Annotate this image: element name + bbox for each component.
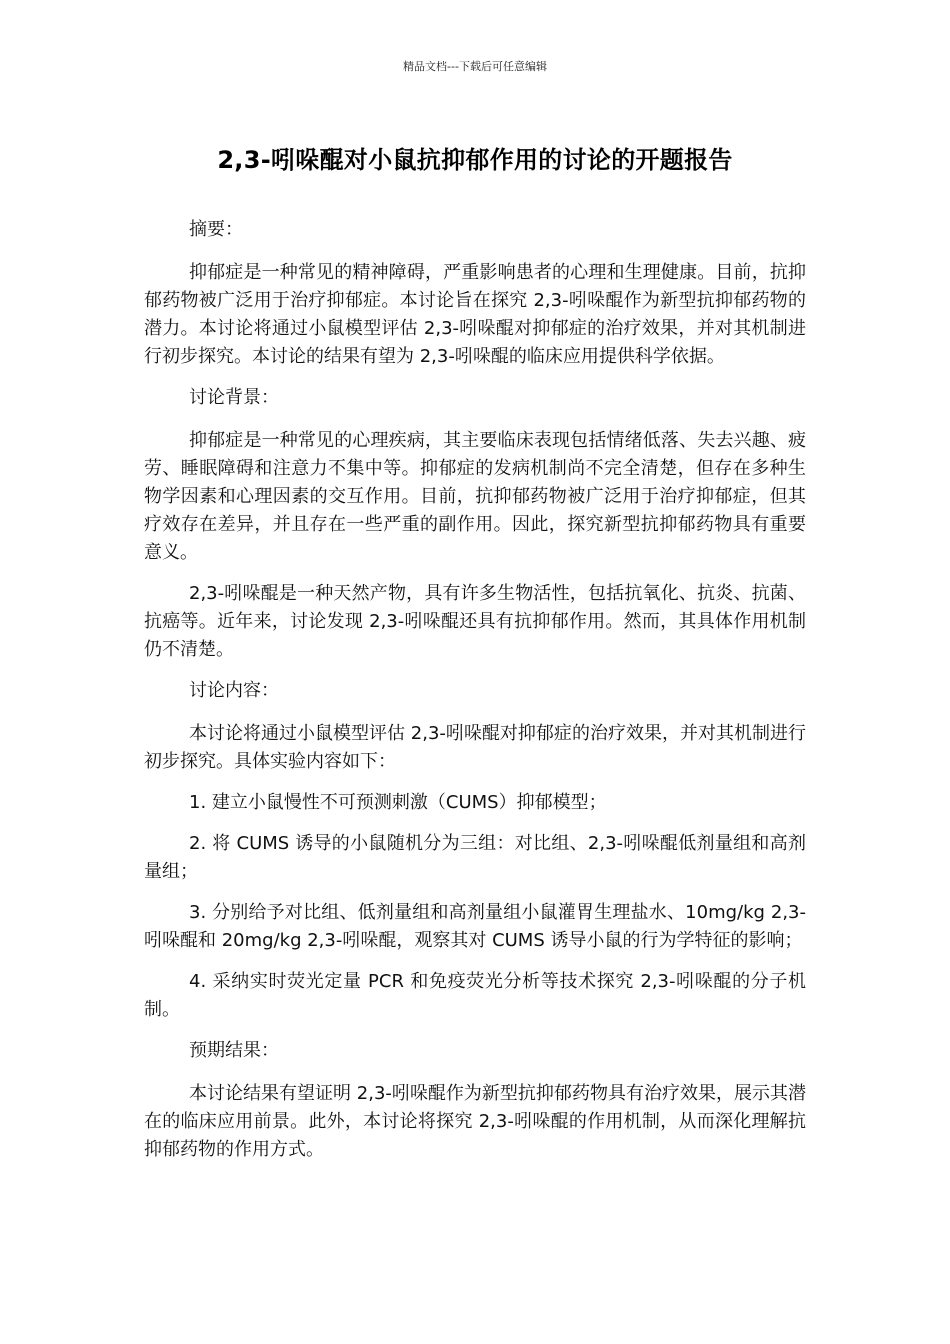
content-item-1: 1. 建立小鼠慢性不可预测刺激（CUMS）抑郁模型； [189,792,607,813]
content-item-4: 4. 采纳实时荧光定量 PCR 和免疫荧光分析等技术探究 2,3-吲哚醌的分子机制。 [144,971,806,1020]
background-paragraph-2: 2,3-吲哚醌是一种天然产物，具有许多生物活性，包括抗氧化、抗炎、抗菌、抗癌等。近年来，讨论发现 2,3-吲哚醌还具有抗抑郁作用。然而，其具体作用机制仍不清楚。 [144,583,806,660]
document-body [144,216,806,1177]
abstract-paragraph: 抑郁症是一种常见的精神障碍，严重影响患者的心理和生理健康。目前，抗抑郁药物被广泛用于治疗抑郁症。本讨论旨在探究 2,3-吲哚醌作为新型抗抑郁药物的潜力。本讨论将通过小鼠模型评估 2,3-吲哚醌对抑郁症的治疗效果，并对其机制进行初步探究。本讨论的结果有望为 2,3-吲哚醌的临床应用提供科学依据。 [144,262,806,367]
background-label: 讨论背景： [189,387,279,408]
background-paragraph-1: 抑郁症是一种常见的心理疾病，其主要临床表现包括情绪低落、失去兴趣、疲劳、睡眠障碍和注意力不集中等。抑郁症的发病机制尚不完全清楚，但存在多种生物学因素和心理因素的交互作用。目前，抗抑郁药物被广泛用于治疗抑郁症，但其疗效存在差异，并且存在一些严重的副作用。因此，探究新型抗抑郁药物具有重要意义。 [144,430,806,563]
content-item-2: 2. 将 CUMS 诱导的小鼠随机分为三组：对比组、2,3-吲哚醌低剂量组和高剂量组； [144,833,806,882]
content-intro-paragraph: 本讨论将通过小鼠模型评估 2,3-吲哚醌对抑郁症的治疗效果，并对其机制进行初步探究。具体实验内容如下： [144,723,806,772]
content-label: 讨论内容： [189,680,279,701]
expected-label: 预期结果： [189,1040,279,1061]
header-note: 精品文档---下载后可任意编辑 [403,60,547,73]
document-title: 2,3-吲哚醌对小鼠抗抑郁作用的讨论的开题报告 [217,146,733,174]
content-item-3: 3. 分别给予对比组、低剂量组和高剂量组小鼠灌胃生理盐水、10mg/kg 2,3-吲哚醌和 20mg/kg 2,3-吲哚醌，观察其对 CUMS 诱导小鼠的行为学特征的影响； [144,902,806,951]
abstract-label: 摘要： [189,219,243,240]
expected-paragraph: 本讨论结果有望证明 2,3-吲哚醌作为新型抗抑郁药物具有治疗效果，展示其潜在的临床应用前景。此外，本讨论将探究 2,3-吲哚醌的作用机制，从而深化理解抗抑郁药物的作用方式。 [144,1083,806,1160]
